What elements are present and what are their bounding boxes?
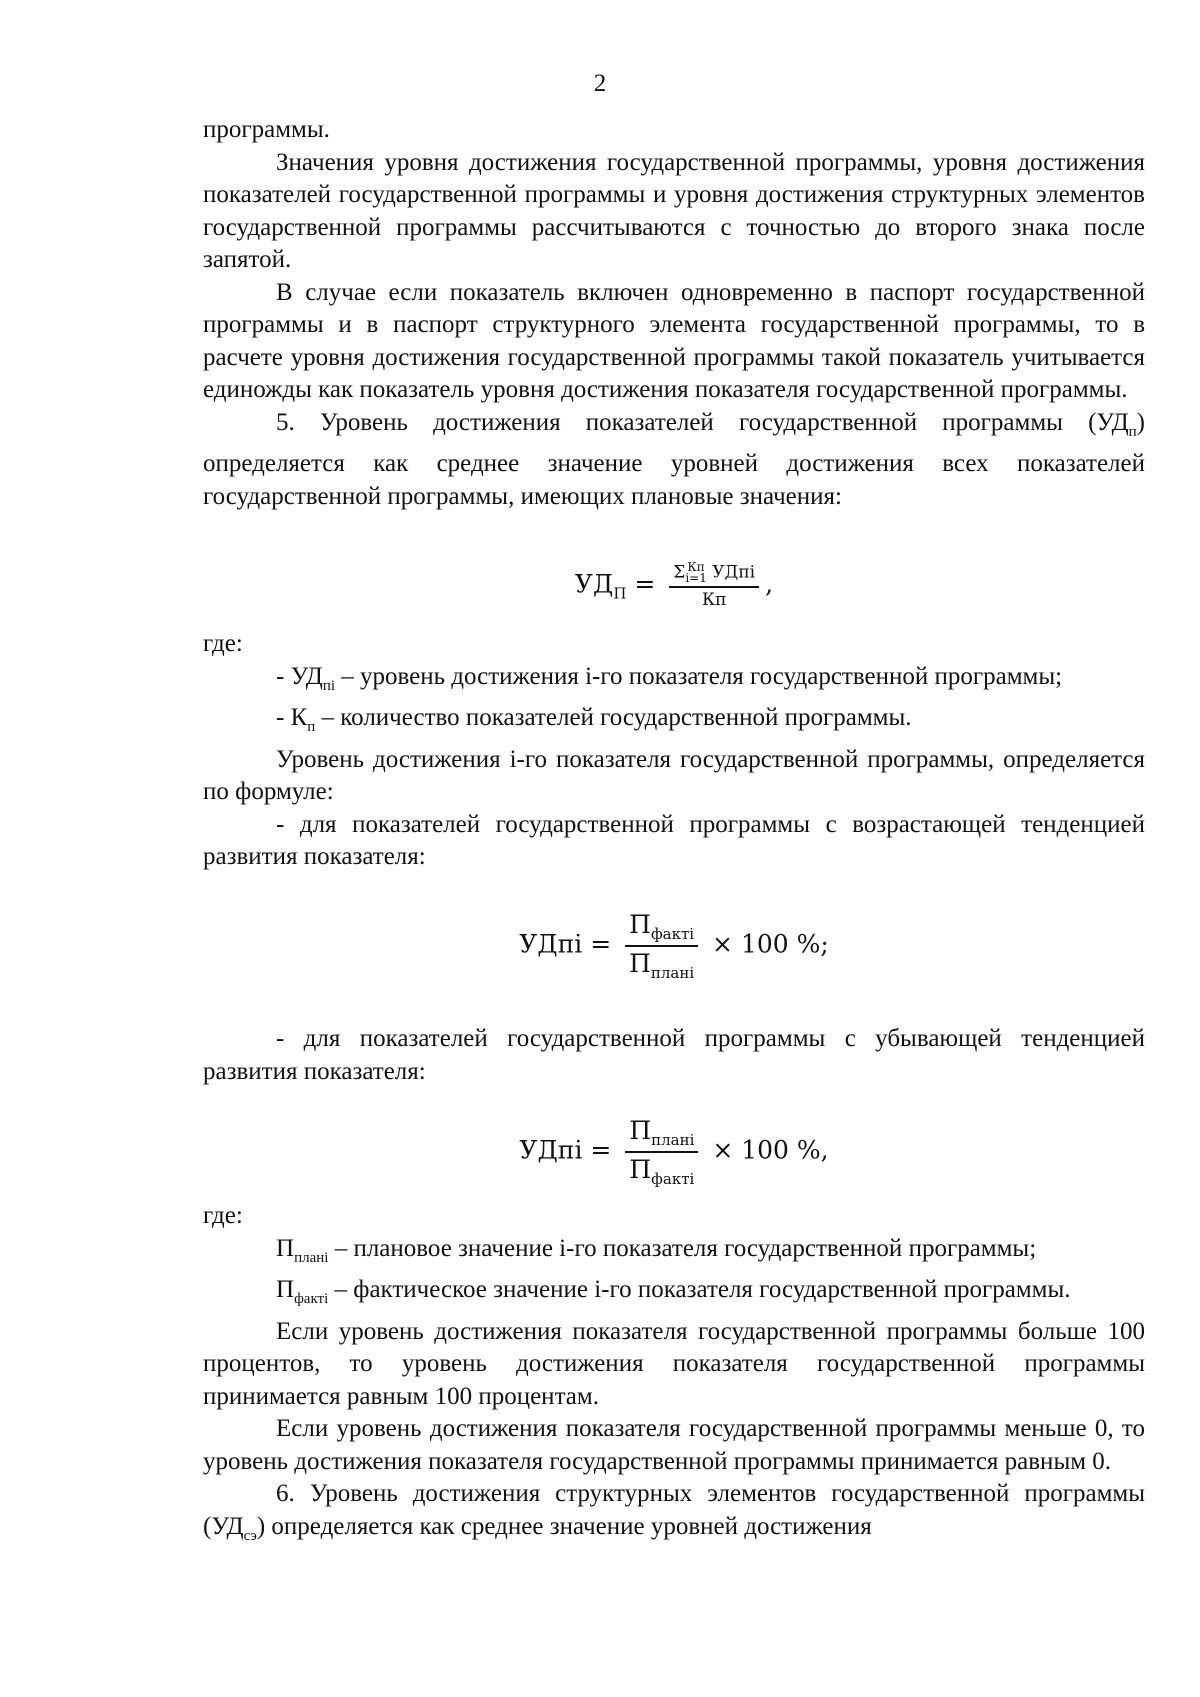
body-text-decreasing xyxy=(203,1023,1145,1088)
definition-plan: $П_{планi}$ – плановое значение i-го показателя государственной программы; xyxy=(276,1234,1037,1266)
formula-increasing: УДпi = $\frac{П_{фактi}}{П_{планi}}$ × 100 %; xyxy=(519,910,829,982)
definition-ud-pi: - $УД_{пi}$ – уровень достижения i-го показателя государственной программы; xyxy=(276,662,1063,694)
formula-fraction: Σ Кп i=1 УДпi Кп xyxy=(669,562,759,610)
paragraph-cap-100: Если уровень достижения показателя государственной программы больше 100 процентов, то уровень достижения показателя государственной программы принимается равным 100 процентам. xyxy=(203,1317,1145,1410)
paragraph-floor-0: Если уровень достижения показателя государственной программы меньше 0, то уровень достижения показателя государственной программы принимается равным 0. xyxy=(203,1415,1145,1475)
body-text-middle xyxy=(203,628,1145,874)
paragraph-continuation: программы. xyxy=(203,116,330,143)
paragraph-decreasing-trend: - для показателей государственной программы с убывающей тенденцией развития показателя: xyxy=(203,1025,1145,1085)
body-text-lower xyxy=(203,1200,1145,1552)
paragraph-indicator-case: В случае если показатель включен одновременно в паспорт государственной программы и в паспорт структурного элемента государственной программы, то в расчете уровня достижения государственной программы такой показатель учитывается единожды как показатель уровня достижения показателя государственной программы. xyxy=(203,278,1145,403)
paragraph-accuracy: Значения уровня достижения государственной программы, уровня достижения показателей государственной программы и уровня достижения структурных элементов государственной программы рассчитываются с точностью до второго знака после запятой. xyxy=(203,148,1145,273)
body-text-upper xyxy=(203,114,1145,513)
formula-lhs: УД xyxy=(574,569,614,599)
definition-fact: $П_{фактi}$ – фактическое значение i-го показателя государственной программы. xyxy=(276,1276,1071,1307)
formula-decreasing: УДпi = $\frac{П_{планi}}{П_{фактi}}$ × 100 %, xyxy=(519,1116,829,1188)
where-label-2: где: xyxy=(203,1202,243,1229)
paragraph-formula-intro: Уровень достижения i-го показателя государственной программы, определяется по формуле: xyxy=(203,745,1145,805)
page-number: 2 xyxy=(593,70,607,97)
paragraph-increasing-trend: - для показателей государственной программы с возрастающей тенденцией развития показателя: xyxy=(203,810,1145,870)
where-label: где: xyxy=(203,630,243,657)
definition-k-p: - $К_п$ – количество показателей государственной программы. xyxy=(276,704,912,735)
paragraph-item-6: 6. Уровень достижения структурных элементов государственной программы $(УД_{сэ})$ определяется как среднее значение уровней достижения xyxy=(203,1480,1145,1544)
formula-average-level: $УД_П$ = Σ Кп i=1 УДпi Кп , xyxy=(574,560,774,610)
paragraph-item-5: 5. Уровень достижения показателей государственной программы $(УД_п)$ определяется как среднее значение уровней достижения всех показателей государственной программы, имеющих плановые значения: xyxy=(203,408,1145,510)
